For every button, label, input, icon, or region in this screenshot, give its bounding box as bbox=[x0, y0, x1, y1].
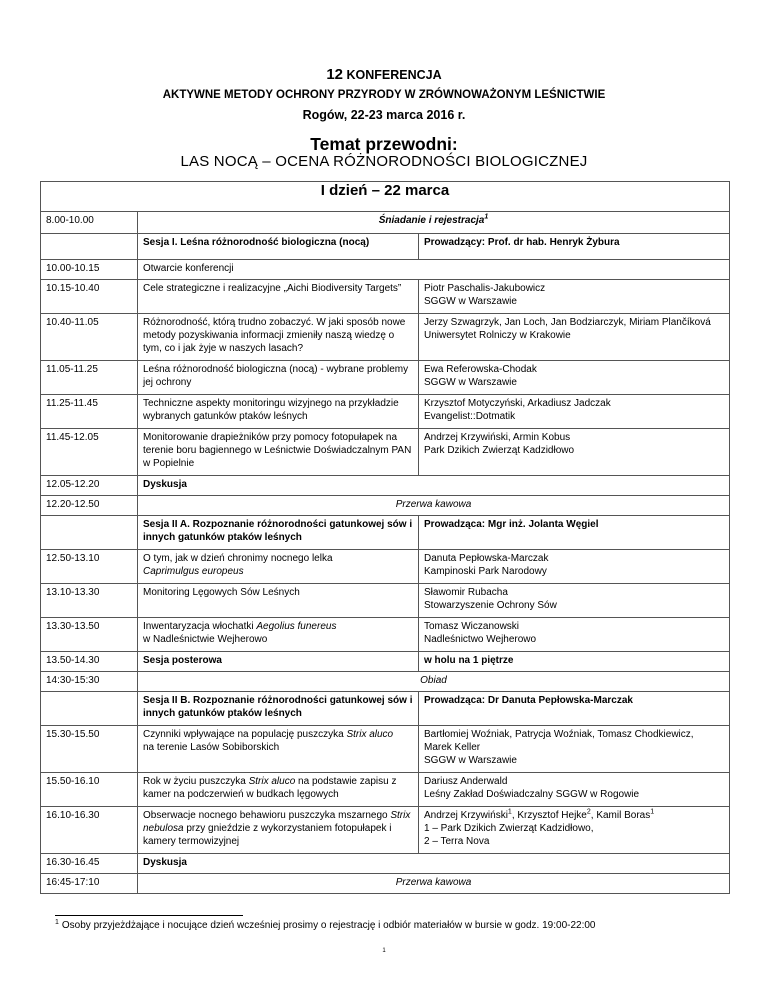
footnote-separator bbox=[55, 915, 243, 916]
theme-label: Temat przewodni: bbox=[310, 134, 458, 154]
talk-authors: Ewa Referowska-Chodak SGGW w Warszawie bbox=[419, 361, 730, 395]
program-table bbox=[40, 181, 730, 894]
time-cell: 16.30-16.45 bbox=[41, 854, 138, 874]
talk-authors: Tomasz Wiczanowski Nadleśnictwo Wejherowo bbox=[419, 618, 730, 652]
session-chair: Prowadząca: Mgr inż. Jolanta Węgiel bbox=[419, 516, 730, 550]
conference-number: 12 KONFERENCJA bbox=[326, 66, 442, 83]
time-cell bbox=[41, 516, 138, 550]
talk-authors: Bartłomiej Woźniak, Patrycja Woźniak, Tomasz Chodkiewicz, Marek Keller SGGW w Warszawie bbox=[419, 726, 730, 773]
table-row bbox=[41, 773, 730, 807]
footnote: $^1$ Osoby przyjeżdżające i nocujące dzień wcześniej prosimy o rejestrację i odbiór materiałów w bursie w godz. 19:00-22:00 bbox=[55, 918, 596, 931]
session-row bbox=[41, 516, 730, 550]
session-chair: Prowadzący: Prof. dr hab. Henryk Żybura bbox=[419, 234, 730, 260]
session-title: Sesja II B. Rozpoznanie różnorodności gatunkowej sów i innych gatunków ptaków leśnych bbox=[138, 692, 419, 726]
day-title: I dzień – 22 marca bbox=[41, 182, 730, 212]
session-chair: Prowadząca: Dr Danuta Pepłowska-Marczak bbox=[419, 692, 730, 726]
talk-title: Monitorowanie drapieżników przy pomocy fotopułapek na terenie boru bagiennego w Leśnictwie Doświadczalnym PAN w Popielnie bbox=[138, 429, 419, 476]
table-row bbox=[41, 395, 730, 429]
talk-authors: Piotr Paschalis-Jakubowicz SGGW w Warszawie bbox=[419, 280, 730, 314]
time-cell: 11.25-11.45 bbox=[41, 395, 138, 429]
time-cell: 16:45-17:10 bbox=[41, 874, 138, 894]
time-cell: 12.20-12.50 bbox=[41, 496, 138, 516]
poster-place: w holu na 1 piętrze bbox=[419, 652, 730, 672]
talk-title: Inwentaryzacja włochatki Aegolius funereus w Nadleśnictwie Wejherowo bbox=[138, 618, 419, 652]
talk-title: O tym, jak w dzień chronimy nocnego lelka Caprimulgus europeus bbox=[138, 550, 419, 584]
time-cell bbox=[41, 234, 138, 260]
time-cell: 13.30-13.50 bbox=[41, 618, 138, 652]
table-row bbox=[41, 212, 730, 234]
table-row bbox=[41, 314, 730, 361]
table-row bbox=[41, 550, 730, 584]
talk-title: Sesja posterowa bbox=[138, 652, 419, 672]
time-cell: 10.15-10.40 bbox=[41, 280, 138, 314]
table-row bbox=[41, 429, 730, 476]
talk-title: Otwarcie konferencji bbox=[138, 260, 730, 280]
talk-authors: Sławomir Rubacha Stowarzyszenie Ochrony Sów bbox=[419, 584, 730, 618]
page-number: 1 bbox=[382, 948, 386, 954]
table-row bbox=[41, 726, 730, 773]
conference-place-date: Rogów, 22-23 marca 2016 r. bbox=[302, 108, 466, 122]
table-row bbox=[41, 260, 730, 280]
table-row bbox=[41, 361, 730, 395]
table-row bbox=[41, 874, 730, 894]
time-cell: 10.40-11.05 bbox=[41, 314, 138, 361]
time-cell bbox=[41, 692, 138, 726]
theme-title: LAS NOCĄ – OCENA RÓŻNORODNOŚCI BIOLOGICZNEJ bbox=[180, 153, 588, 170]
time-cell: 10.00-10.15 bbox=[41, 260, 138, 280]
time-cell: 11.45-12.05 bbox=[41, 429, 138, 476]
table-row bbox=[41, 807, 730, 854]
time-cell: 16.10-16.30 bbox=[41, 807, 138, 854]
time-cell: 13.50-14.30 bbox=[41, 652, 138, 672]
talk-authors: Andrzej Krzywiński, Armin Kobus Park Dzikich Zwierząt Kadzidłowo bbox=[419, 429, 730, 476]
time-cell: 15.30-15.50 bbox=[41, 726, 138, 773]
time-cell: 14:30-15:30 bbox=[41, 672, 138, 692]
talk-title: Techniczne aspekty monitoringu wizyjnego na przykładzie wybranych gatunków ptaków leśnych bbox=[138, 395, 419, 429]
talk-authors: Andrzej Krzywiński$^1$, Krzysztof Hejke$^2$, Kamil Boras$^1$ 1 – Park Dzikich Zwierząt Kadzidłowo, 2 – Terra Nova bbox=[419, 807, 730, 854]
table-row bbox=[41, 476, 730, 496]
talk-authors: Dariusz Anderwald Leśny Zakład Doświadczalny SGGW w Rogowie bbox=[419, 773, 730, 807]
talk-title: Obserwacje nocnego behawioru puszczyka mszarnego Strix nebulosa przy gnieździe z wykorzystaniem fotopułapek i kamery termowizyjnej bbox=[138, 807, 419, 854]
table-row bbox=[41, 854, 730, 874]
session-title: Sesja II A. Rozpoznanie różnorodności gatunkowej sów i innych gatunków ptaków leśnych bbox=[138, 516, 419, 550]
session-row bbox=[41, 692, 730, 726]
event-cell: Przerwa kawowa bbox=[138, 496, 730, 516]
talk-title: Dyskusja bbox=[138, 476, 730, 496]
table-row bbox=[41, 496, 730, 516]
event-cell: Śniadanie i rejestracja$^1$ bbox=[138, 212, 730, 234]
talk-authors: Jerzy Szwagrzyk, Jan Loch, Jan Bodziarczyk, Miriam Plančíková Uniwersytet Rolniczy w Krakowie bbox=[419, 314, 730, 361]
time-cell: 15.50-16.10 bbox=[41, 773, 138, 807]
talk-title: Różnorodność, którą trudno zobaczyć. W jaki sposób nowe metody pozyskiwania informacji zmieniły naszą wiedzę o tym, co i jak żyje w naszych lasach? bbox=[138, 314, 419, 361]
talk-title: Czynniki wpływające na populację puszczyka Strix aluco na terenie Lasów Sobiborskich bbox=[138, 726, 419, 773]
time-cell: 8.00-10.00 bbox=[41, 212, 138, 234]
talk-authors: Danuta Pepłowska-Marczak Kampinoski Park Narodowy bbox=[419, 550, 730, 584]
time-cell: 11.05-11.25 bbox=[41, 361, 138, 395]
talk-title: Dyskusja bbox=[138, 854, 730, 874]
talk-title: Monitoring Lęgowych Sów Leśnych bbox=[138, 584, 419, 618]
time-cell: 13.10-13.30 bbox=[41, 584, 138, 618]
conference-name: AKTYWNE METODY OCHRONY PRZYRODY W ZRÓWNOWAŻONYM LEŚNICTWIE bbox=[162, 89, 606, 101]
table-row bbox=[41, 652, 730, 672]
time-cell: 12.05-12.20 bbox=[41, 476, 138, 496]
time-cell: 12.50-13.10 bbox=[41, 550, 138, 584]
talk-title: Leśna różnorodność biologiczna (nocą) - wybrane problemy jej ochrony bbox=[138, 361, 419, 395]
day-header-row bbox=[41, 182, 730, 212]
talk-authors: Krzysztof Motyczyński, Arkadiusz Jadczak Evangelist::Dotmatik bbox=[419, 395, 730, 429]
table-row bbox=[41, 280, 730, 314]
session-row bbox=[41, 234, 730, 260]
table-row bbox=[41, 618, 730, 652]
talk-title: Rok w życiu puszczyka Strix aluco na podstawie zapisu z kamer na podczerwień w budkach lęgowych bbox=[138, 773, 419, 807]
event-cell: Obiad bbox=[138, 672, 730, 692]
session-title: Sesja I. Leśna różnorodność biologiczna (nocą) bbox=[138, 234, 419, 260]
table-row bbox=[41, 584, 730, 618]
table-row bbox=[41, 672, 730, 692]
event-cell: Przerwa kawowa bbox=[138, 874, 730, 894]
talk-title: Cele strategiczne i realizacyjne „Aichi Biodiversity Targets” bbox=[138, 280, 419, 314]
